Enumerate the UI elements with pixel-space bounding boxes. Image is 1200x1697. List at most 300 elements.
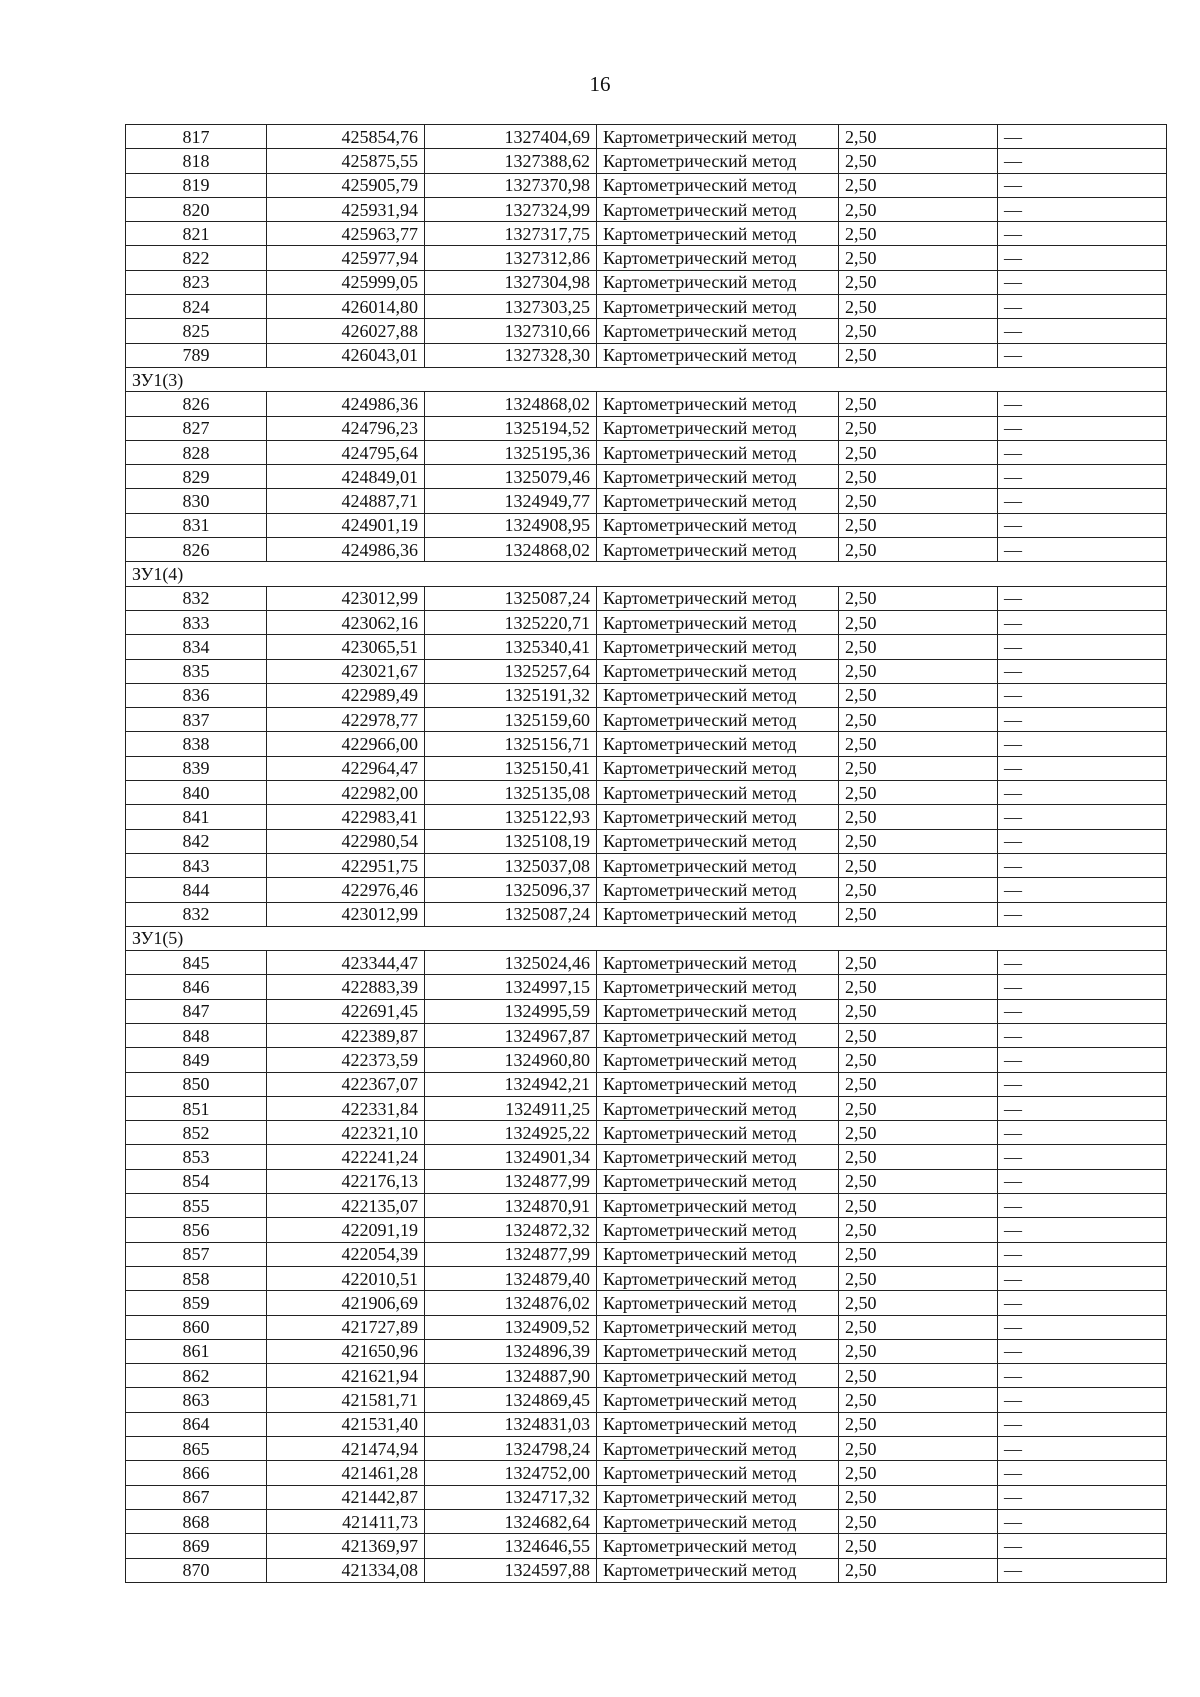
method-cell: Картометрический метод (597, 1096, 839, 1120)
description-cell: — (998, 392, 1167, 416)
x-coordinate-cell: 421461,28 (267, 1461, 425, 1485)
description-cell: — (998, 1194, 1167, 1218)
point-number-cell: 832 (126, 902, 267, 926)
description-cell: — (998, 951, 1167, 975)
accuracy-cell: 2,50 (839, 878, 998, 902)
method-cell: Картометрический метод (597, 295, 839, 319)
accuracy-cell: 2,50 (839, 635, 998, 659)
x-coordinate-cell: 426027,88 (267, 319, 425, 343)
table-row (126, 149, 1167, 173)
description-cell: — (998, 1048, 1167, 1072)
x-coordinate-cell: 421581,71 (267, 1388, 425, 1412)
point-number-cell: 838 (126, 732, 267, 756)
table-row (126, 1485, 1167, 1509)
method-cell: Картометрический метод (597, 465, 839, 489)
table-row (126, 1072, 1167, 1096)
table-row (126, 781, 1167, 805)
x-coordinate-cell: 422982,00 (267, 781, 425, 805)
y-coordinate-cell: 1327312,86 (425, 246, 597, 270)
description-cell: — (998, 829, 1167, 853)
x-coordinate-cell: 421411,73 (267, 1509, 425, 1533)
description-cell: — (998, 538, 1167, 562)
y-coordinate-cell: 1324960,80 (425, 1048, 597, 1072)
description-cell: — (998, 270, 1167, 294)
description-cell: — (998, 197, 1167, 221)
method-cell: Картометрический метод (597, 1412, 839, 1436)
accuracy-cell: 2,50 (839, 465, 998, 489)
method-cell: Картометрический метод (597, 635, 839, 659)
description-cell: — (998, 1339, 1167, 1363)
table-row (126, 538, 1167, 562)
y-coordinate-cell: 1324995,59 (425, 999, 597, 1023)
y-coordinate-cell: 1325037,08 (425, 853, 597, 877)
description-cell: — (998, 1169, 1167, 1193)
y-coordinate-cell: 1324967,87 (425, 1023, 597, 1047)
x-coordinate-cell: 422989,49 (267, 683, 425, 707)
accuracy-cell: 2,50 (839, 683, 998, 707)
x-coordinate-cell: 422978,77 (267, 708, 425, 732)
x-coordinate-cell: 422241,24 (267, 1145, 425, 1169)
y-coordinate-cell: 1325340,41 (425, 635, 597, 659)
table-row (126, 1266, 1167, 1290)
x-coordinate-cell: 424986,36 (267, 392, 425, 416)
x-coordinate-cell: 425977,94 (267, 246, 425, 270)
point-number-cell: 846 (126, 975, 267, 999)
accuracy-cell: 2,50 (839, 173, 998, 197)
coordinates-table (125, 124, 1167, 1583)
accuracy-cell: 2,50 (839, 902, 998, 926)
y-coordinate-cell: 1325150,41 (425, 756, 597, 780)
y-coordinate-cell: 1325194,52 (425, 416, 597, 440)
x-coordinate-cell: 422054,39 (267, 1242, 425, 1266)
point-number-cell: 818 (126, 149, 267, 173)
y-coordinate-cell: 1325135,08 (425, 781, 597, 805)
accuracy-cell: 2,50 (839, 781, 998, 805)
y-coordinate-cell: 1325195,36 (425, 440, 597, 464)
x-coordinate-cell: 422367,07 (267, 1072, 425, 1096)
accuracy-cell: 2,50 (839, 1072, 998, 1096)
point-number-cell: 843 (126, 853, 267, 877)
method-cell: Картометрический метод (597, 319, 839, 343)
method-cell: Картометрический метод (597, 1242, 839, 1266)
description-cell: — (998, 222, 1167, 246)
description-cell: — (998, 1412, 1167, 1436)
point-number-cell: 869 (126, 1534, 267, 1558)
y-coordinate-cell: 1325079,46 (425, 465, 597, 489)
y-coordinate-cell: 1325156,71 (425, 732, 597, 756)
accuracy-cell: 2,50 (839, 1461, 998, 1485)
accuracy-cell: 2,50 (839, 246, 998, 270)
description-cell: — (998, 1364, 1167, 1388)
table-row (126, 635, 1167, 659)
description-cell: — (998, 1242, 1167, 1266)
accuracy-cell: 2,50 (839, 416, 998, 440)
accuracy-cell: 2,50 (839, 513, 998, 537)
y-coordinate-cell: 1324798,24 (425, 1437, 597, 1461)
point-number-cell: 834 (126, 635, 267, 659)
x-coordinate-cell: 426014,80 (267, 295, 425, 319)
table-row (126, 610, 1167, 634)
description-cell: — (998, 149, 1167, 173)
point-number-cell: 850 (126, 1072, 267, 1096)
table-row (126, 878, 1167, 902)
description-cell: — (998, 465, 1167, 489)
description-cell: — (998, 343, 1167, 367)
description-cell: — (998, 683, 1167, 707)
point-number-cell: 861 (126, 1339, 267, 1363)
accuracy-cell: 2,50 (839, 853, 998, 877)
x-coordinate-cell: 421906,69 (267, 1291, 425, 1315)
x-coordinate-cell: 422135,07 (267, 1194, 425, 1218)
point-number-cell: 835 (126, 659, 267, 683)
table-row (126, 440, 1167, 464)
y-coordinate-cell: 1325087,24 (425, 586, 597, 610)
accuracy-cell: 2,50 (839, 343, 998, 367)
accuracy-cell: 2,50 (839, 1145, 998, 1169)
accuracy-cell: 2,50 (839, 1315, 998, 1339)
method-cell: Картометрический метод (597, 732, 839, 756)
section-heading-row (126, 926, 1167, 950)
table-row (126, 173, 1167, 197)
point-number-cell: 857 (126, 1242, 267, 1266)
method-cell: Картометрический метод (597, 173, 839, 197)
y-coordinate-cell: 1327370,98 (425, 173, 597, 197)
accuracy-cell: 2,50 (839, 1096, 998, 1120)
y-coordinate-cell: 1324877,99 (425, 1169, 597, 1193)
method-cell: Картометрический метод (597, 1315, 839, 1339)
table-row (126, 1315, 1167, 1339)
description-cell: — (998, 1558, 1167, 1582)
y-coordinate-cell: 1327304,98 (425, 270, 597, 294)
point-number-cell: 789 (126, 343, 267, 367)
method-cell: Картометрический метод (597, 805, 839, 829)
table-row (126, 392, 1167, 416)
x-coordinate-cell: 422966,00 (267, 732, 425, 756)
point-number-cell: 854 (126, 1169, 267, 1193)
method-cell: Картометрический метод (597, 1339, 839, 1363)
section-heading-row (126, 562, 1167, 586)
x-coordinate-cell: 425854,76 (267, 125, 425, 149)
x-coordinate-cell: 421650,96 (267, 1339, 425, 1363)
table-row (126, 999, 1167, 1023)
description-cell: — (998, 1121, 1167, 1145)
description-cell: — (998, 1388, 1167, 1412)
point-number-cell: 856 (126, 1218, 267, 1242)
section-heading: ЗУ1(4) (126, 562, 1167, 586)
description-cell: — (998, 635, 1167, 659)
x-coordinate-cell: 425875,55 (267, 149, 425, 173)
y-coordinate-cell: 1324942,21 (425, 1072, 597, 1096)
accuracy-cell: 2,50 (839, 1169, 998, 1193)
description-cell: — (998, 756, 1167, 780)
y-coordinate-cell: 1325257,64 (425, 659, 597, 683)
accuracy-cell: 2,50 (839, 951, 998, 975)
x-coordinate-cell: 421621,94 (267, 1364, 425, 1388)
table-row (126, 1412, 1167, 1436)
y-coordinate-cell: 1324911,25 (425, 1096, 597, 1120)
point-number-cell: 824 (126, 295, 267, 319)
description-cell: — (998, 489, 1167, 513)
y-coordinate-cell: 1324868,02 (425, 538, 597, 562)
accuracy-cell: 2,50 (839, 440, 998, 464)
method-cell: Картометрический метод (597, 1364, 839, 1388)
y-coordinate-cell: 1327303,25 (425, 295, 597, 319)
point-number-cell: 828 (126, 440, 267, 464)
page-number: 16 (589, 72, 611, 96)
table-row (126, 1242, 1167, 1266)
description-cell: — (998, 853, 1167, 877)
description-cell: — (998, 246, 1167, 270)
x-coordinate-cell: 422964,47 (267, 756, 425, 780)
point-number-cell: 823 (126, 270, 267, 294)
table-row (126, 586, 1167, 610)
x-coordinate-cell: 421474,94 (267, 1437, 425, 1461)
method-cell: Картометрический метод (597, 999, 839, 1023)
method-cell: Картометрический метод (597, 683, 839, 707)
description-cell: — (998, 586, 1167, 610)
description-cell: — (998, 975, 1167, 999)
x-coordinate-cell: 422951,75 (267, 853, 425, 877)
table-row (126, 732, 1167, 756)
point-number-cell: 860 (126, 1315, 267, 1339)
y-coordinate-cell: 1324868,02 (425, 392, 597, 416)
point-number-cell: 833 (126, 610, 267, 634)
x-coordinate-cell: 424849,01 (267, 465, 425, 489)
accuracy-cell: 2,50 (839, 1534, 998, 1558)
table-row (126, 1388, 1167, 1412)
x-coordinate-cell: 425999,05 (267, 270, 425, 294)
table-row (126, 683, 1167, 707)
coordinates-table-body (126, 125, 1167, 1583)
accuracy-cell: 2,50 (839, 149, 998, 173)
point-number-cell: 868 (126, 1509, 267, 1533)
point-number-cell: 853 (126, 1145, 267, 1169)
x-coordinate-cell: 422976,46 (267, 878, 425, 902)
method-cell: Картометрический метод (597, 951, 839, 975)
x-coordinate-cell: 422983,41 (267, 805, 425, 829)
point-number-cell: 842 (126, 829, 267, 853)
accuracy-cell: 2,50 (839, 1437, 998, 1461)
accuracy-cell: 2,50 (839, 1364, 998, 1388)
table-row (126, 489, 1167, 513)
accuracy-cell: 2,50 (839, 197, 998, 221)
accuracy-cell: 2,50 (839, 1218, 998, 1242)
table-row (126, 125, 1167, 149)
description-cell: — (998, 1461, 1167, 1485)
accuracy-cell: 2,50 (839, 610, 998, 634)
method-cell: Картометрический метод (597, 343, 839, 367)
method-cell: Картометрический метод (597, 1048, 839, 1072)
y-coordinate-cell: 1324872,32 (425, 1218, 597, 1242)
accuracy-cell: 2,50 (839, 1023, 998, 1047)
table-row (126, 1096, 1167, 1120)
y-coordinate-cell: 1324831,03 (425, 1412, 597, 1436)
table-row (126, 1364, 1167, 1388)
x-coordinate-cell: 422331,84 (267, 1096, 425, 1120)
y-coordinate-cell: 1324646,55 (425, 1534, 597, 1558)
table-row (126, 1558, 1167, 1582)
y-coordinate-cell: 1324925,22 (425, 1121, 597, 1145)
y-coordinate-cell: 1327388,62 (425, 149, 597, 173)
description-cell: — (998, 173, 1167, 197)
description-cell: — (998, 1266, 1167, 1290)
y-coordinate-cell: 1325087,24 (425, 902, 597, 926)
method-cell: Картометрический метод (597, 1072, 839, 1096)
method-cell: Картометрический метод (597, 878, 839, 902)
method-cell: Картометрический метод (597, 222, 839, 246)
point-number-cell: 829 (126, 465, 267, 489)
y-coordinate-cell: 1327404,69 (425, 125, 597, 149)
accuracy-cell: 2,50 (839, 1485, 998, 1509)
description-cell: — (998, 805, 1167, 829)
method-cell: Картометрический метод (597, 610, 839, 634)
y-coordinate-cell: 1324717,32 (425, 1485, 597, 1509)
method-cell: Картометрический метод (597, 416, 839, 440)
table-row (126, 902, 1167, 926)
accuracy-cell: 2,50 (839, 1412, 998, 1436)
description-cell: — (998, 878, 1167, 902)
x-coordinate-cell: 425931,94 (267, 197, 425, 221)
description-cell: — (998, 1437, 1167, 1461)
table-row (126, 1169, 1167, 1193)
x-coordinate-cell: 423012,99 (267, 586, 425, 610)
x-coordinate-cell: 422010,51 (267, 1266, 425, 1290)
method-cell: Картометрический метод (597, 756, 839, 780)
x-coordinate-cell: 424796,23 (267, 416, 425, 440)
point-number-cell: 862 (126, 1364, 267, 1388)
description-cell: — (998, 610, 1167, 634)
point-number-cell: 845 (126, 951, 267, 975)
accuracy-cell: 2,50 (839, 1194, 998, 1218)
x-coordinate-cell: 421727,89 (267, 1315, 425, 1339)
x-coordinate-cell: 424986,36 (267, 538, 425, 562)
method-cell: Картометрический метод (597, 829, 839, 853)
method-cell: Картометрический метод (597, 586, 839, 610)
description-cell: — (998, 1485, 1167, 1509)
point-number-cell: 826 (126, 392, 267, 416)
x-coordinate-cell: 423344,47 (267, 951, 425, 975)
y-coordinate-cell: 1324870,91 (425, 1194, 597, 1218)
accuracy-cell: 2,50 (839, 1509, 998, 1533)
table-row (126, 975, 1167, 999)
description-cell: — (998, 659, 1167, 683)
method-cell: Картометрический метод (597, 197, 839, 221)
point-number-cell: 848 (126, 1023, 267, 1047)
accuracy-cell: 2,50 (839, 1291, 998, 1315)
accuracy-cell: 2,50 (839, 1388, 998, 1412)
table-row (126, 1291, 1167, 1315)
point-number-cell: 839 (126, 756, 267, 780)
point-number-cell: 855 (126, 1194, 267, 1218)
accuracy-cell: 2,50 (839, 659, 998, 683)
x-coordinate-cell: 421369,97 (267, 1534, 425, 1558)
description-cell: — (998, 125, 1167, 149)
point-number-cell: 826 (126, 538, 267, 562)
point-number-cell: 825 (126, 319, 267, 343)
y-coordinate-cell: 1325096,37 (425, 878, 597, 902)
point-number-cell: 841 (126, 805, 267, 829)
table-row (126, 659, 1167, 683)
description-cell: — (998, 1315, 1167, 1339)
point-number-cell: 858 (126, 1266, 267, 1290)
table-row (126, 756, 1167, 780)
table-row (126, 1145, 1167, 1169)
y-coordinate-cell: 1324901,34 (425, 1145, 597, 1169)
method-cell: Картометрический метод (597, 1194, 839, 1218)
accuracy-cell: 2,50 (839, 975, 998, 999)
point-number-cell: 822 (126, 246, 267, 270)
method-cell: Картометрический метод (597, 270, 839, 294)
description-cell: — (998, 1534, 1167, 1558)
table-row (126, 513, 1167, 537)
point-number-cell: 870 (126, 1558, 267, 1582)
y-coordinate-cell: 1324869,45 (425, 1388, 597, 1412)
x-coordinate-cell: 422091,19 (267, 1218, 425, 1242)
y-coordinate-cell: 1327310,66 (425, 319, 597, 343)
x-coordinate-cell: 421531,40 (267, 1412, 425, 1436)
x-coordinate-cell: 423012,99 (267, 902, 425, 926)
x-coordinate-cell: 422980,54 (267, 829, 425, 853)
method-cell: Картометрический метод (597, 708, 839, 732)
accuracy-cell: 2,50 (839, 489, 998, 513)
table-row (126, 829, 1167, 853)
y-coordinate-cell: 1324887,90 (425, 1364, 597, 1388)
description-cell: — (998, 319, 1167, 343)
point-number-cell: 865 (126, 1437, 267, 1461)
table-row (126, 1461, 1167, 1485)
table-row (126, 1121, 1167, 1145)
description-cell: — (998, 732, 1167, 756)
point-number-cell: 820 (126, 197, 267, 221)
method-cell: Картометрический метод (597, 246, 839, 270)
point-number-cell: 864 (126, 1412, 267, 1436)
y-coordinate-cell: 1324877,99 (425, 1242, 597, 1266)
description-cell: — (998, 1145, 1167, 1169)
y-coordinate-cell: 1324682,64 (425, 1509, 597, 1533)
method-cell: Картометрический метод (597, 1291, 839, 1315)
y-coordinate-cell: 1325024,46 (425, 951, 597, 975)
point-number-cell: 836 (126, 683, 267, 707)
table-row (126, 319, 1167, 343)
x-coordinate-cell: 422321,10 (267, 1121, 425, 1145)
method-cell: Картометрический метод (597, 125, 839, 149)
description-cell: — (998, 295, 1167, 319)
description-cell: — (998, 513, 1167, 537)
table-row (126, 465, 1167, 489)
table-row (126, 246, 1167, 270)
x-coordinate-cell: 425963,77 (267, 222, 425, 246)
section-heading: ЗУ1(5) (126, 926, 1167, 950)
accuracy-cell: 2,50 (839, 125, 998, 149)
method-cell: Картометрический метод (597, 392, 839, 416)
x-coordinate-cell: 422389,87 (267, 1023, 425, 1047)
method-cell: Картометрический метод (597, 489, 839, 513)
description-cell: — (998, 416, 1167, 440)
table-row (126, 222, 1167, 246)
accuracy-cell: 2,50 (839, 708, 998, 732)
point-number-cell: 837 (126, 708, 267, 732)
method-cell: Картометрический метод (597, 902, 839, 926)
method-cell: Картометрический метод (597, 975, 839, 999)
accuracy-cell: 2,50 (839, 1558, 998, 1582)
accuracy-cell: 2,50 (839, 1048, 998, 1072)
accuracy-cell: 2,50 (839, 1339, 998, 1363)
x-coordinate-cell: 423021,67 (267, 659, 425, 683)
accuracy-cell: 2,50 (839, 805, 998, 829)
method-cell: Картометрический метод (597, 781, 839, 805)
y-coordinate-cell: 1327328,30 (425, 343, 597, 367)
x-coordinate-cell: 422883,39 (267, 975, 425, 999)
